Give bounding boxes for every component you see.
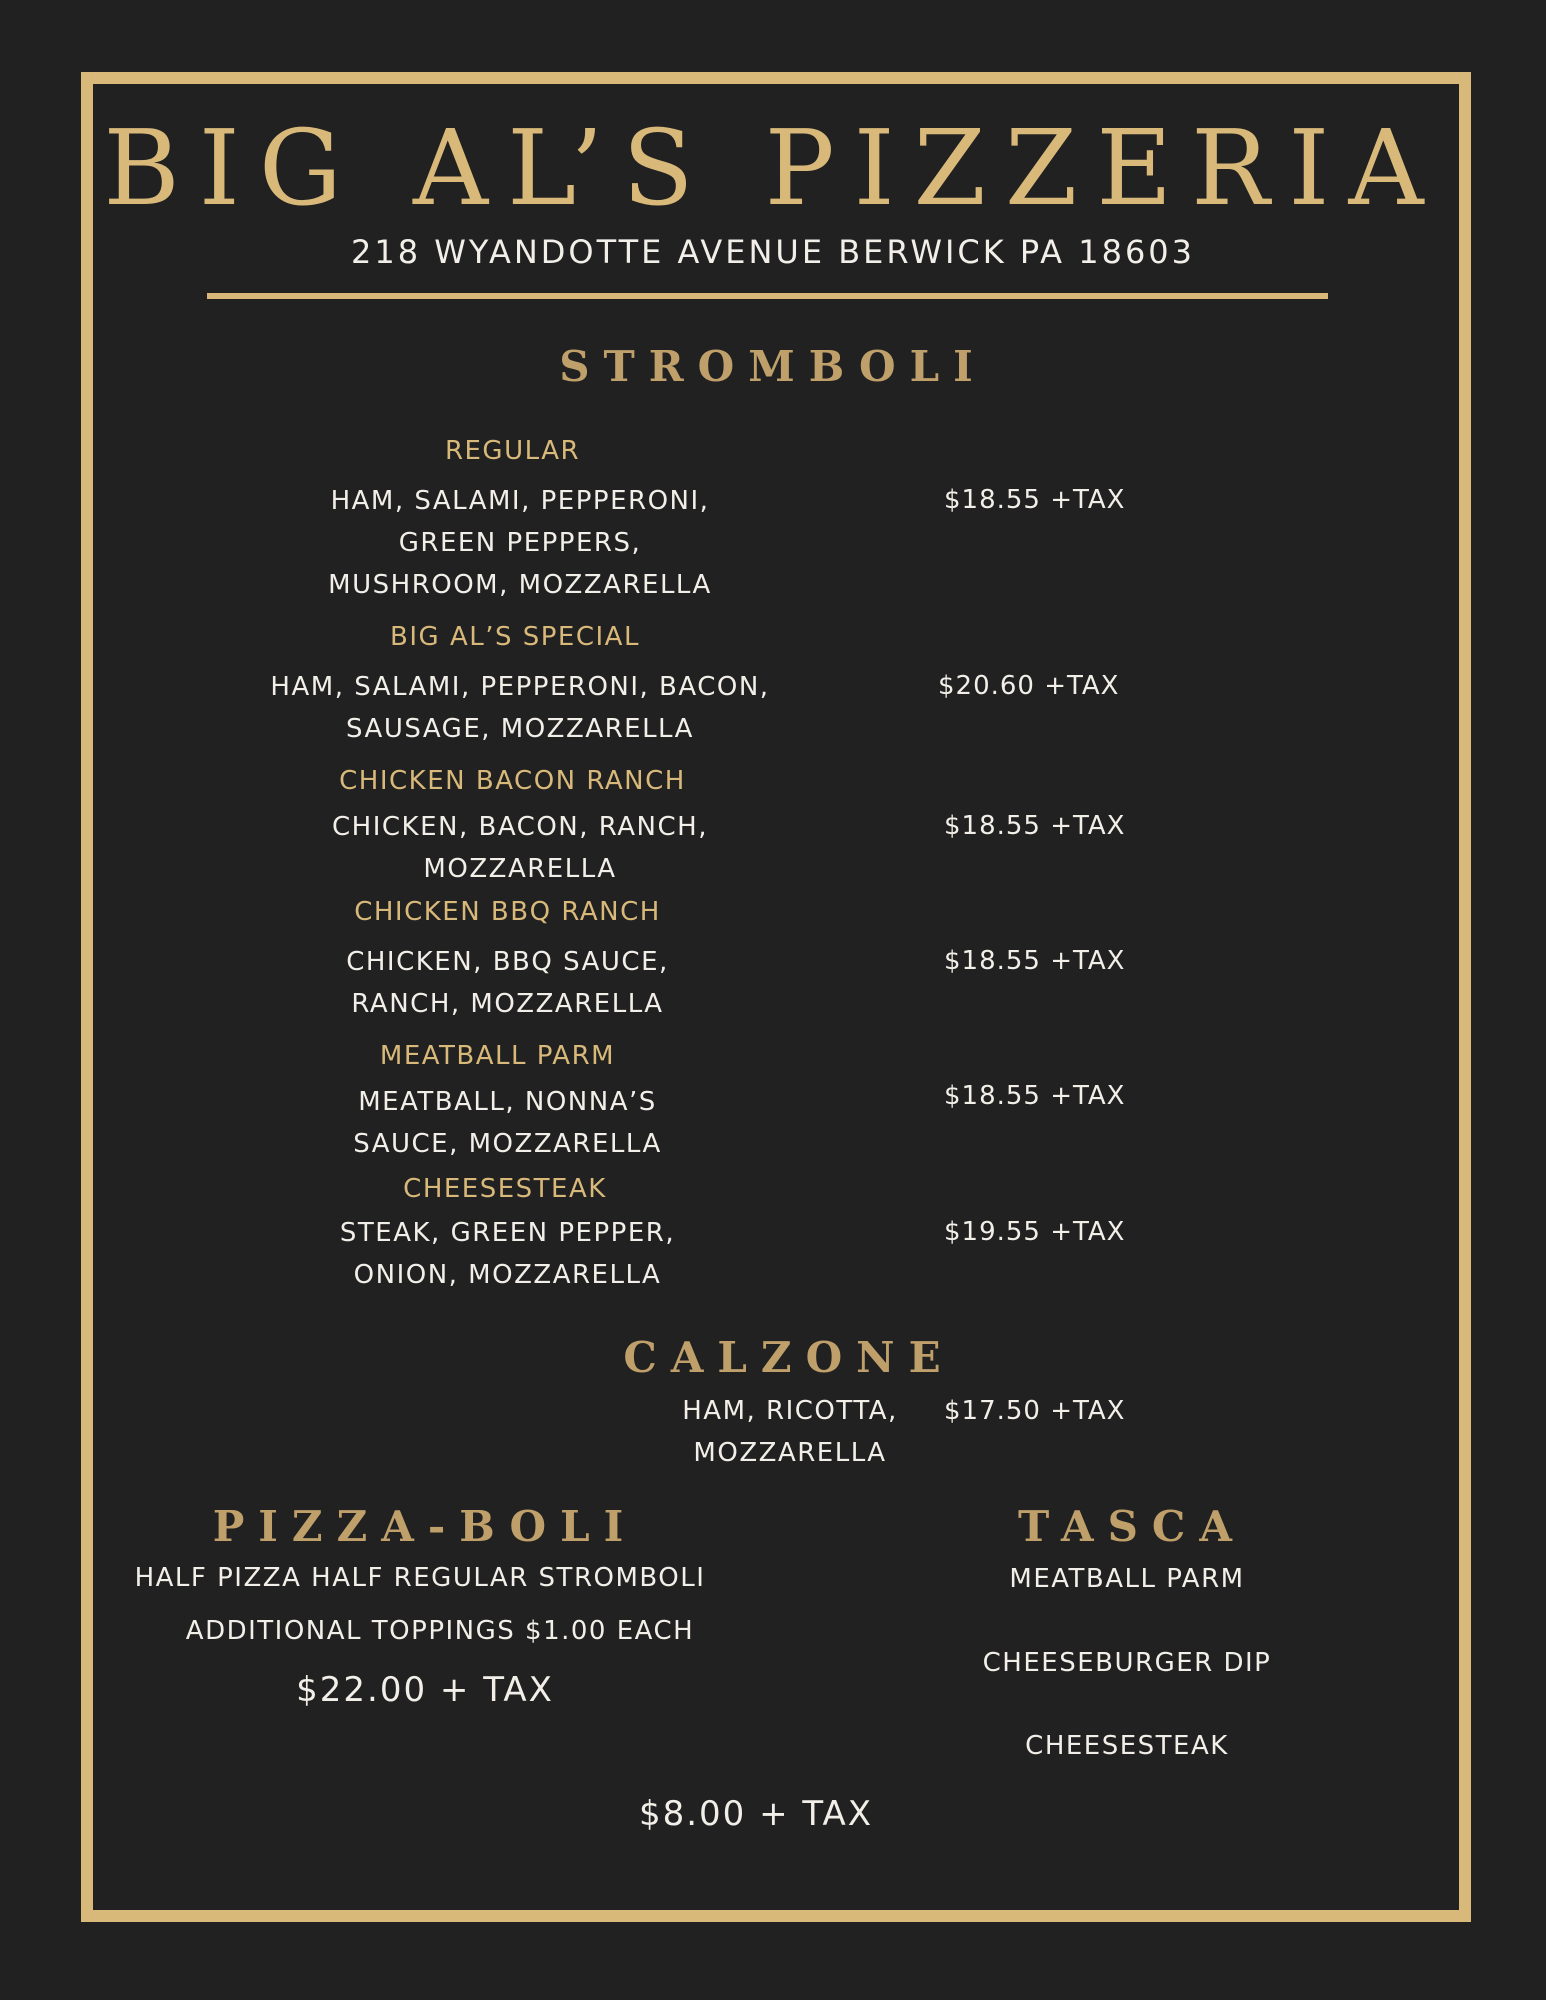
restaurant-address: 218 WYANDOTTE AVENUE BERWICK PA 18603 bbox=[350, 233, 1196, 271]
restaurant-title: BIG AL’S PIZZERIA bbox=[103, 107, 1443, 229]
pizza-boli-description: HALF PIZZA HALF REGULAR STROMBOLI bbox=[134, 1563, 706, 1593]
stromboli-item-name: MEATBALL PARM bbox=[379, 1041, 616, 1071]
header-divider bbox=[207, 293, 1328, 299]
stromboli-item-description: CHICKEN, BBQ SAUCE, RANCH, MOZZARELLA bbox=[346, 947, 669, 1019]
stromboli-item-name: REGULAR bbox=[444, 436, 581, 466]
stromboli-item-description: HAM, SALAMI, PEPPERONI, GREEN PEPPERS, MUSHROOM, MOZZARELLA bbox=[328, 486, 712, 600]
stromboli-item-name: CHICKEN BBQ RANCH bbox=[354, 897, 661, 927]
stromboli-item-price: $20.60 +TAX bbox=[938, 671, 1120, 701]
pizza-boli-price: $22.00 + TAX bbox=[296, 1670, 554, 1710]
stromboli-item-price: $18.55 +TAX bbox=[944, 946, 1126, 976]
stromboli-item-price: $18.55 +TAX bbox=[944, 1081, 1126, 1111]
section-heading-calzone: CALZONE bbox=[623, 1333, 955, 1382]
stromboli-item-name: BIG AL’S SPECIAL bbox=[390, 622, 640, 652]
section-heading-stromboli: STROMBOLI bbox=[559, 342, 987, 391]
stromboli-item-price: $19.55 +TAX bbox=[944, 1217, 1126, 1247]
stromboli-item-price: $18.55 +TAX bbox=[944, 485, 1126, 515]
stromboli-item-description: MEATBALL, NONNA’S SAUCE, MOZZARELLA bbox=[353, 1087, 662, 1159]
tasca-item: MEATBALL PARM bbox=[1009, 1564, 1245, 1594]
calzone-price: $17.50 +TAX bbox=[944, 1396, 1126, 1426]
tasca-item: CHEESESTEAK bbox=[1025, 1731, 1229, 1761]
stromboli-item-description: HAM, SALAMI, PEPPERONI, BACON, SAUSAGE, MOZZARELLA bbox=[270, 672, 770, 744]
section-heading-tasca: TASCA bbox=[1018, 1502, 1246, 1551]
tasca-price: $8.00 + TAX bbox=[638, 1794, 874, 1834]
stromboli-item-description: STEAK, GREEN PEPPER, ONION, MOZZARELLA bbox=[339, 1218, 676, 1290]
stromboli-item-description: CHICKEN, BACON, RANCH, MOZZARELLA bbox=[332, 812, 708, 884]
stromboli-item-price: $18.55 +TAX bbox=[944, 811, 1126, 841]
stromboli-item-name: CHEESESTEAK bbox=[403, 1174, 607, 1204]
stromboli-item-name: CHICKEN BACON RANCH bbox=[339, 766, 686, 796]
pizza-boli-additional-toppings: ADDITIONAL TOPPINGS $1.00 EACH bbox=[185, 1616, 695, 1646]
tasca-item: CHEESEBURGER DIP bbox=[982, 1648, 1272, 1678]
section-heading-pizza-boli: PIZZA-BOLI bbox=[212, 1502, 638, 1551]
calzone-description: HAM, RICOTTA, MOZZARELLA bbox=[682, 1396, 898, 1468]
